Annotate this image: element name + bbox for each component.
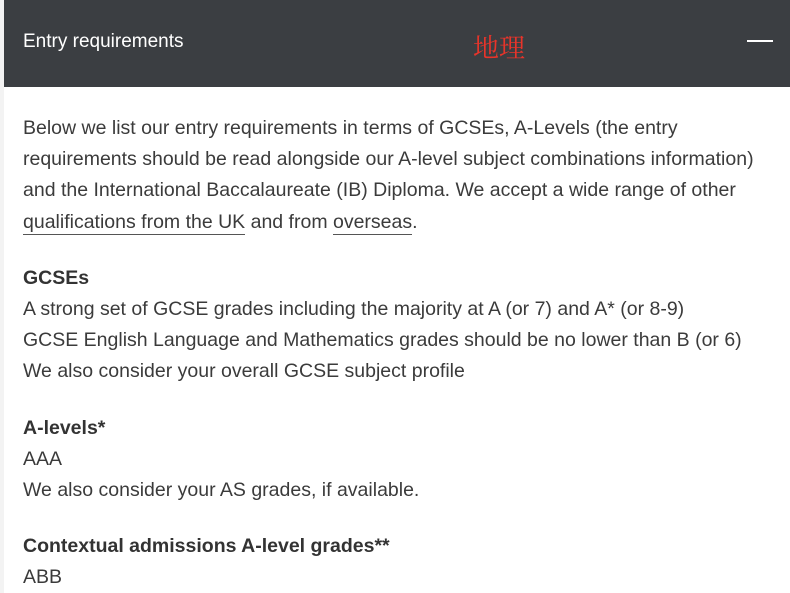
minus-icon[interactable]	[747, 32, 773, 50]
gcses-section	[23, 263, 783, 388]
alevels-line: AAA	[23, 447, 63, 470]
contextual-line: ABB	[23, 566, 63, 589]
overlay-label: 地理	[473, 34, 526, 64]
accordion-body	[23, 113, 783, 593]
accordion-title: Entry requirements	[23, 31, 184, 52]
overseas-link[interactable]: overseas	[332, 210, 413, 233]
gcses-line: A strong set of GCSE grades including the majority at A (or 7) and A* (or 8-9)	[23, 298, 685, 321]
alevels-section	[23, 413, 783, 507]
accordion-header[interactable]	[4, 0, 790, 87]
entry-requirements-accordion	[4, 0, 790, 593]
gcses-heading: GCSEs	[23, 266, 90, 289]
contextual-section	[23, 531, 783, 593]
intro-text-1: Below we list our entry requirements in terms of GCSEs, A-Levels (the entry requirements should be read alongside our A-level subject combinations information) and the International Baccalaureate (IB) Diploma. We accept a wide range of other	[23, 117, 754, 202]
intro-text-3: .	[412, 210, 418, 233]
qualifications-uk-link[interactable]: qualifications from the UK	[23, 210, 246, 233]
gcses-line: We also consider your overall GCSE subject profile	[23, 360, 465, 383]
contextual-heading: Contextual admissions A-level grades**	[23, 535, 390, 558]
alevels-line: We also consider your AS grades, if available.	[23, 479, 420, 502]
gcses-line: GCSE English Language and Mathematics grades should be no lower than B (or 6)	[23, 329, 742, 352]
minus-icon-bar	[747, 40, 773, 42]
intro-paragraph	[23, 113, 783, 238]
alevels-heading: A-levels*	[23, 416, 106, 439]
intro-text-2: and from	[245, 210, 333, 233]
